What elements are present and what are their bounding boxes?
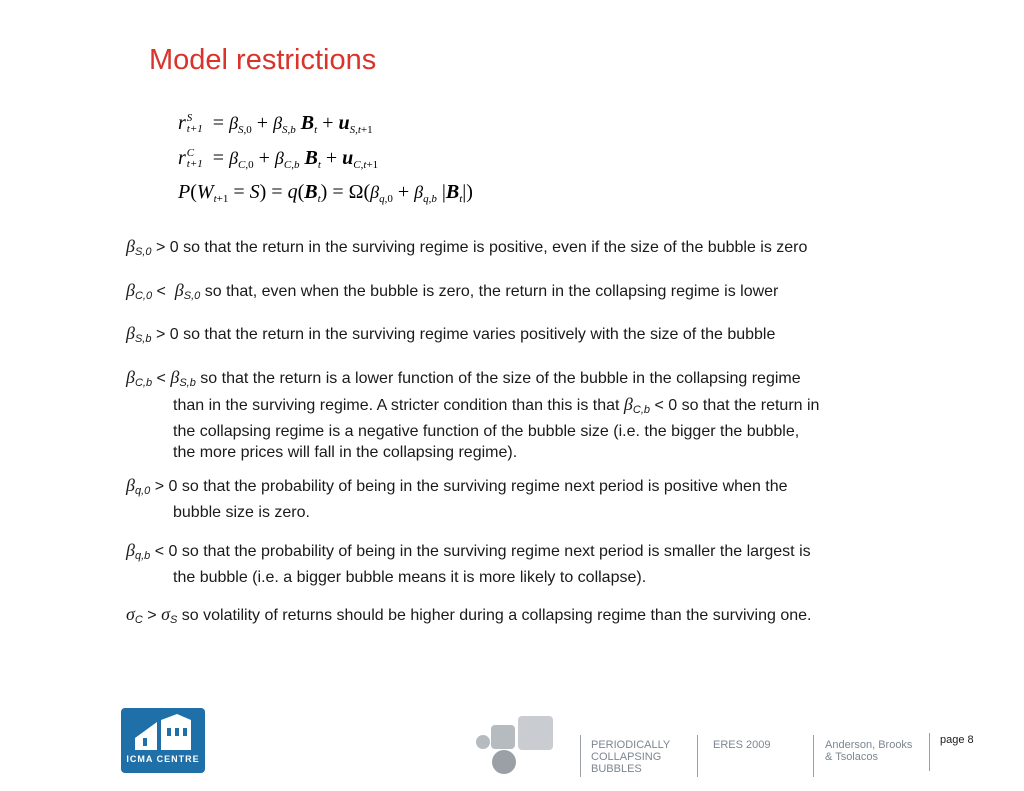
equation-probability: $P(W_{t+1} = S) = q(B_t) = \Omega(\beta_{q,0} + \beta_{q,b}$ $|B_t|$) — [178, 181, 473, 205]
footer-divider — [580, 735, 581, 777]
slide-title: Model restrictions — [149, 44, 377, 76]
decorative-dots-icon — [474, 716, 556, 776]
footer-event: ERES 2009 — [713, 739, 771, 751]
footer-project-title: PERIODICALLY COLLAPSING BUBBLES — [591, 739, 671, 775]
page-number: page 8 — [940, 734, 974, 746]
footer-divider — [929, 733, 930, 771]
logo-text: ICMA CENTRE — [126, 754, 200, 764]
restriction-5: βq,0 > 0 so that the probability of being in the surviving regime next period is positive when the bubble size is zero. — [126, 475, 788, 521]
footer-divider — [813, 735, 814, 777]
equation-surviving-return: r S t+1 = $\beta_{S,0} + \beta_{S,b}$ $B_t + u_{S,t+1}$ — [178, 112, 373, 136]
restriction-1: βS,0 > 0 so that the return in the surviving regime is positive, even if the size of the bubble is zero — [126, 236, 808, 258]
equation-collapsing-return: r C t+1 = $\beta_{C,0} + \beta_{C,b}$ $B_t + u_{C,t+1}$ — [178, 147, 379, 171]
footer-divider — [697, 735, 698, 777]
footer-authors: Anderson, Brooks & Tsolacos — [825, 739, 913, 763]
restriction-3: βS,b > 0 so that the return in the surviving regime varies positively with the size of the bubble — [126, 323, 776, 345]
restriction-2: βC,0 < βS,0 so that, even when the bubble is zero, the return in the collapsing regime is lower — [126, 280, 779, 302]
restriction-7: σC > σS so volatility of returns should be higher during a collapsing regime than the surviving one. — [126, 604, 812, 626]
restriction-6: βq,b < 0 so that the probability of being in the surviving regime next period is smaller the largest is the bubble (i.e. a bigger bubble means it is more likely to collapse). — [126, 540, 811, 586]
restriction-4: βC,b < βS,b so that the return is a lower function of the size of the bubble in the collapsing regime than in the surviving regime. A stricter condition than this is that βC,b < 0 so that the return in the collapsing regime is a negative function of the bubble size (i.e. the bigger the bubble, the more prices will fall in the collapsing regime). — [126, 367, 820, 461]
icma-centre-logo — [121, 708, 205, 773]
